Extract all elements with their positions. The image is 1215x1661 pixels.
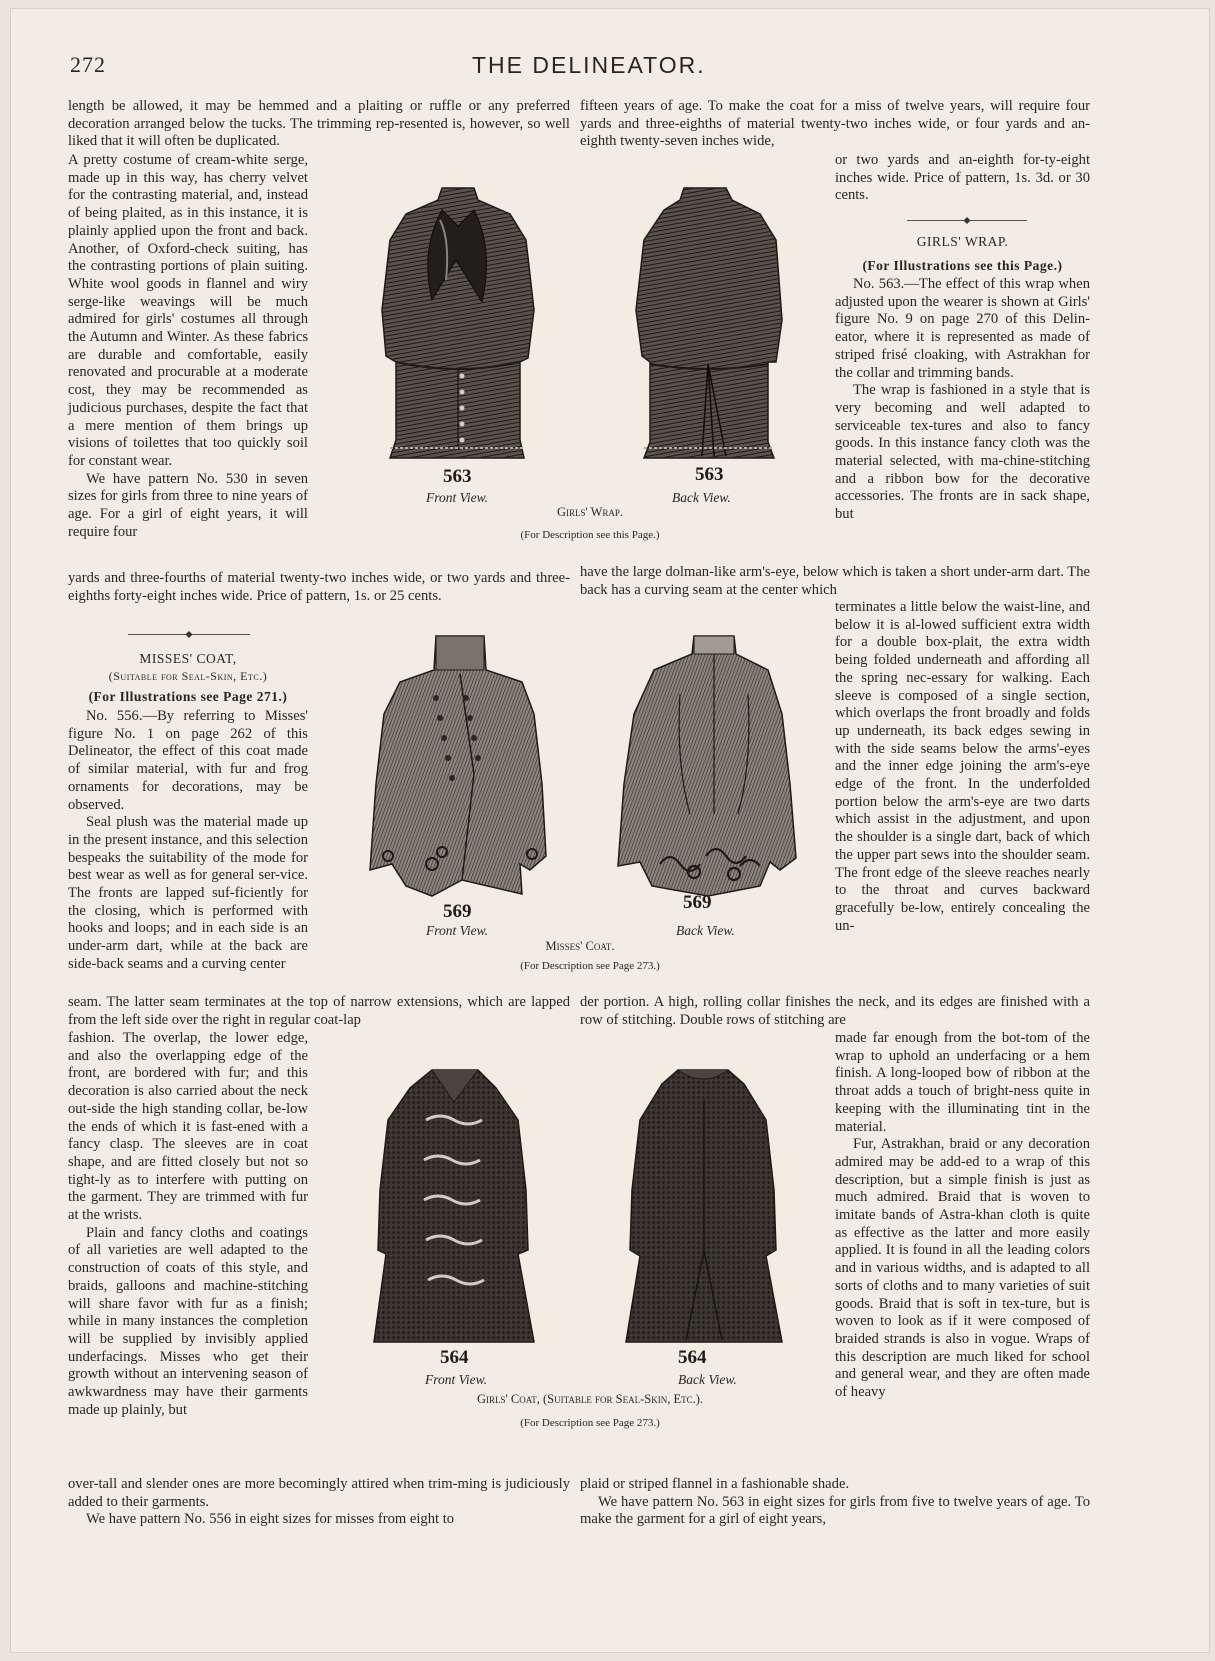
- figure-reference: (For Description see Page 273.): [520, 1417, 660, 1429]
- col1-bottom-text: over-tall and slender ones are more becomingly attired when trim-ming is judiciously added to their garments. We have pattern No. 556 in eight sizes for misses from eight to: [68, 1476, 570, 1528]
- col2-top-text: fifteen years of age. To make the coat for a miss of twelve years, will require four yards and three-eighths of material twenty-two inches wide, or four yards and an-eighth twenty-seven inches wide,: [580, 98, 1090, 150]
- col2-price-text: or two yards and an-eighth for-ty-eight inches wide. Price of pattern, 1s. 3d. or 30 cents.: [835, 152, 1090, 204]
- figure-reference: (For Description see Page 273.): [520, 960, 660, 972]
- figure-number: 564: [678, 1347, 707, 1368]
- col1-costume-text: A pretty costume of cream-white serge, made up in this way, has cherry velvet for the contrasting material, and, instead of being plaited, as in this instance, it is plainly applied upon the front and back. Another, of Oxford-check suiting, has the contrasting portions of plain suiting. White wool goods in flannel and wiry serge-like weavings will be much admired for girls' costumes all through the Autumn and Winter. As these fabrics are durable and comfortable, easily renovated and procurable at a moderate cost, they may be recommended as judicious purchases, despite the fact that a mere mention of them brings up visions of toilettes that too quickly soil for constant wear. We have pattern No. 530 in seven sizes for girls from three to nine years of age. For a girl of eight years, it will require four: [68, 152, 308, 540]
- back-view-label: Back View.: [678, 1372, 737, 1387]
- girls-coat-front-illustration: [366, 1060, 541, 1350]
- figure-caption: Misses' Coat.: [545, 939, 615, 953]
- misses-coat-subheading: (Suitable for Seal-Skin, Etc.): [108, 669, 268, 683]
- misses-coat-reference: (For Illustrations see Page 271.): [88, 689, 288, 704]
- girls-wrap-front-illustration: [370, 180, 545, 470]
- front-view-label: Front View.: [425, 1372, 487, 1387]
- girls-wrap-back-illustration: [622, 180, 792, 470]
- figure-caption: Girls' Wrap.: [556, 505, 624, 519]
- girls-coat-back-illustration: [616, 1060, 791, 1350]
- misses-coat-front-illustration: [362, 634, 557, 906]
- front-view-label: Front View.: [426, 923, 488, 938]
- section-divider: [128, 634, 250, 635]
- figure-number: 569: [443, 901, 472, 922]
- col2-finish-text: made far enough from the bot-tom of the wrap to uphold an underfacing or a hem finish. A long-looped bow of ribbon at the throat adds a touch of bright-ness quite in keeping with the illuminating tint in the material. Fur, Astrakhan, braid or any decoration admired may be add-ed to a wrap of this description, but a simple finish is just as much admired. Braid that is woven to imitate bands of Astra-khan cloth is quite as effective as the latter and more easily applied. It is found in all the leading colors and in various widths, and is adapted to all sorts of cloths and to many varieties of suit goods. Braid that is soft in tex-ture, but is woven to look as if it were composed of braided strands is also in vogue. Wraps of this description are much liked for school and general wear, and they are often made of heavy: [835, 1030, 1090, 1401]
- col1-top-text: length be allowed, it may be hemmed and a plaiting or ruffle or any preferred decoration arranged below the tucks. The trimming rep-resented is, however, so well liked that it will often be duplicated.: [68, 98, 570, 150]
- col2-bottom-text: plaid or striped flannel in a fashionable shade. We have pattern No. 563 in eight sizes for girls from five to twelve years of age. To make the garment for a girl of eight years,: [580, 1476, 1090, 1528]
- section-divider: [907, 220, 1027, 221]
- misses-coat-back-illustration: [610, 634, 805, 906]
- figure-number: 564: [440, 1347, 469, 1368]
- figure-number: 569: [683, 892, 712, 913]
- col1-fur-text: fashion. The overlap, the lower edge, and also the overlapping edge of the front, are bordered with fur; and this decoration is also carried about the neck out-side the high standing collar, be-low the ends of which it is fast-ened with a fancy clasp. The sleeves are in coat shape, and are fitted closely but not so tight-ly as to interfere with putting on the garment. They are trimmed with fur at the wrists. Plain and fancy cloths and coatings of all varieties are well adapted to the construction of coats of this style, and braids, galloons and machine-stitching will share favor with fur as a finish; while in many instances the completion will be supplied by invisibly applied underfacings. Misses who get their growth without an intervening season of awkwardness may have their garments made up plainly, but: [68, 1030, 308, 1418]
- figure-reference: (For Description see this Page.): [520, 529, 660, 541]
- page-number: 272: [70, 52, 106, 77]
- figure-number: 563: [443, 466, 472, 487]
- col2-back-text: terminates a little below the waist-line, and below it is al-lowed sufficient extra width for a double box-plait, the extra width being folded underneath and affording all the spring nec-essary for walking. Each sleeve is composed of a single section, which overlaps the front broadly and folds up underneath, its back edges sewing in with the side seams below the arms'-eyes and the inner edge joining the arm's-eye edge of the front. In the underfolded portion below the arm's-eye are two darts which assist in the adjustment, and upon the shoulder is a single dart, back of which the upper part sews into the shoulder seam. The front edge of the sleeve reaches nearly to the throat and curves backward gracefully be-low, entirely concealing the un-: [835, 599, 1090, 934]
- figure-caption: Girls' Coat, (Suitable for Seal-Skin, Etc.).: [477, 1392, 703, 1406]
- col1-pattern-530-text: yards and three-fourths of material twenty-two inches wide, or two yards and three-eighths forty-eight inches wide. Price of pattern, 1s. or 25 cents.: [68, 570, 570, 604]
- col1-seam-text: seam. The latter seam terminates at the top of narrow extensions, which are lapped from the left side over the right in regular coat-lap: [68, 994, 570, 1028]
- girls-wrap-reference: (For Illustrations see this Page.): [862, 258, 1063, 273]
- girls-wrap-heading: GIRLS' WRAP.: [916, 234, 1009, 249]
- figure-number: 563: [695, 464, 724, 485]
- misses-coat-heading: MISSES' COAT,: [139, 651, 237, 666]
- col2-collar-text: der portion. A high, rolling collar finishes the neck, and its edges are finished with a row of stitching. Double rows of stitching are: [580, 994, 1090, 1028]
- front-view-label: Front View.: [426, 490, 488, 505]
- page-title: THE DELINEATOR.: [472, 52, 706, 78]
- back-view-label: Back View.: [672, 490, 731, 505]
- girls-wrap-text: No. 563.—The effect of this wrap when adjusted upon the wearer is shown at Girls' figure No. 9 on page 270 of this Delin-eator, where it is represented as made of striped frisé cloaking, with Astrakhan for the collar and trimming bands. The wrap is fashioned in a style that is very becoming and well adapted to serviceable tex-tures and also to fancy goods. In this instance fancy cloth was the material selected, with ma-chine-stitching and a ribbon bow for the decorative accessories. The fronts are in sack shape, but: [835, 276, 1090, 523]
- back-view-label: Back View.: [676, 923, 735, 938]
- col2-armseye-text: have the large dolman-like arm's-eye, below which is taken a short under-arm dart. The back has a curving seam at the center which: [580, 564, 1090, 598]
- magazine-page: [10, 8, 1210, 1653]
- misses-coat-text: No. 556.—By referring to Misses' figure No. 1 on page 262 of this Delineator, the effect of this coat made of similar material, with fur and frog ornaments for decorations, may be observed. Seal plush was the material made up in the present instance, and this selection bespeaks the suitability of the mode for best wear as well as for general ser-vice. The fronts are lapped suf-ficiently for the closing, which is performed with hooks and loops; and in each side is an under-arm dart, while at the back are side-back seams and a curving center: [68, 708, 308, 972]
